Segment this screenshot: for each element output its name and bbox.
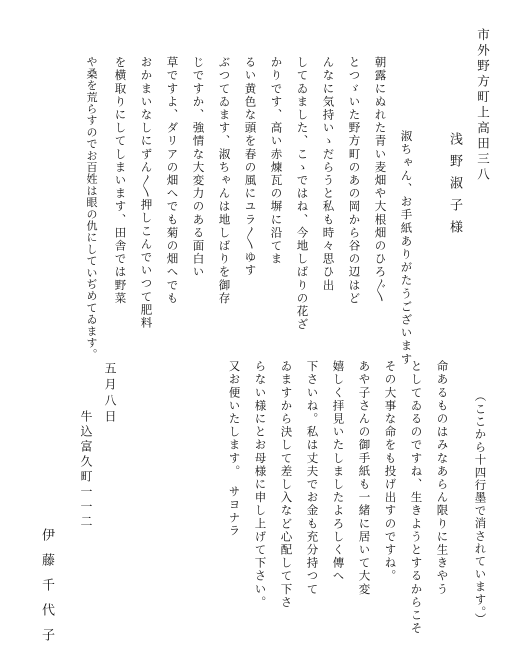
body-lower-line-9: 又お便いたします。 サヨナラ	[227, 360, 242, 538]
body-line-8: ぶつてゐます、淑ちゃんは地しばりを御存	[217, 56, 232, 305]
letter-date: 五月八日	[103, 362, 117, 426]
body-line-1: 淑ちゃん、お手紙ありがたうございます	[399, 130, 414, 366]
body-line-3: とつゞいた野方町のあの岡から谷の辺はど	[347, 56, 362, 305]
body-lower-line-7: ゐますから決して差し入など心配して下さ	[279, 360, 294, 609]
body-lower-line-6: 下さいね。私は丈夫でお金も充分持つて	[305, 360, 320, 596]
body-line-10: 草ですよ、ダリアの畑へでも菊の畑へでも	[165, 56, 180, 305]
recipient-name: 浅野淑子様	[447, 132, 462, 242]
sender-name: 伊藤千代子	[39, 528, 54, 653]
body-line-2: 朝露にぬれた青い麦畑や大根畑のひろ〴〵	[373, 56, 388, 304]
recipient-address: 市外野方町上高田三八	[475, 28, 491, 183]
censor-note: （ここから十四行墨で消されています。）	[473, 390, 488, 626]
body-lower-line-5: 嬉しく拝見いたしましたよろしく傳へ	[331, 360, 346, 583]
body-lower-line-4: あや子さんの御手紙も一緒に居いて大変	[357, 360, 372, 596]
body-line-9: じですか、強情な大変力のある面白い	[191, 56, 206, 279]
body-line-13: や桑を荒らすのでお百姓は眼の仇にしていぢめてゐます。	[85, 56, 98, 361]
body-lower-line-3: その大事な命をも投げ出すのですね。	[383, 360, 398, 583]
body-line-4: んなに気持いゝだらうと私も時々思ひ出	[321, 56, 336, 292]
body-line-12: を横取りにしてしまいます、田舎では野菜	[113, 56, 128, 305]
body-line-11: おかまいなしにずん〳〵押しこんでいつて肥料	[139, 56, 154, 330]
sender-address: 牛込富久町一一二	[79, 410, 93, 530]
body-line-6: かりです、高い赤煉瓦の塀に沿てま	[269, 56, 284, 266]
body-line-7: るい黄色な頭を春の風にユラ〳〵ゆす	[243, 56, 258, 278]
body-lower-line-2: としてゐるのですね、生きようとするからこそ	[409, 360, 424, 636]
body-lower-line-1: 命あるものはみなあらん限りに生きやう	[435, 360, 450, 596]
body-lower-line-8: らない様にとお母様に申し上げて下さい。	[253, 360, 268, 609]
body-line-5: してゐました、こゝではね、今地しばりの花ざ	[295, 56, 310, 332]
